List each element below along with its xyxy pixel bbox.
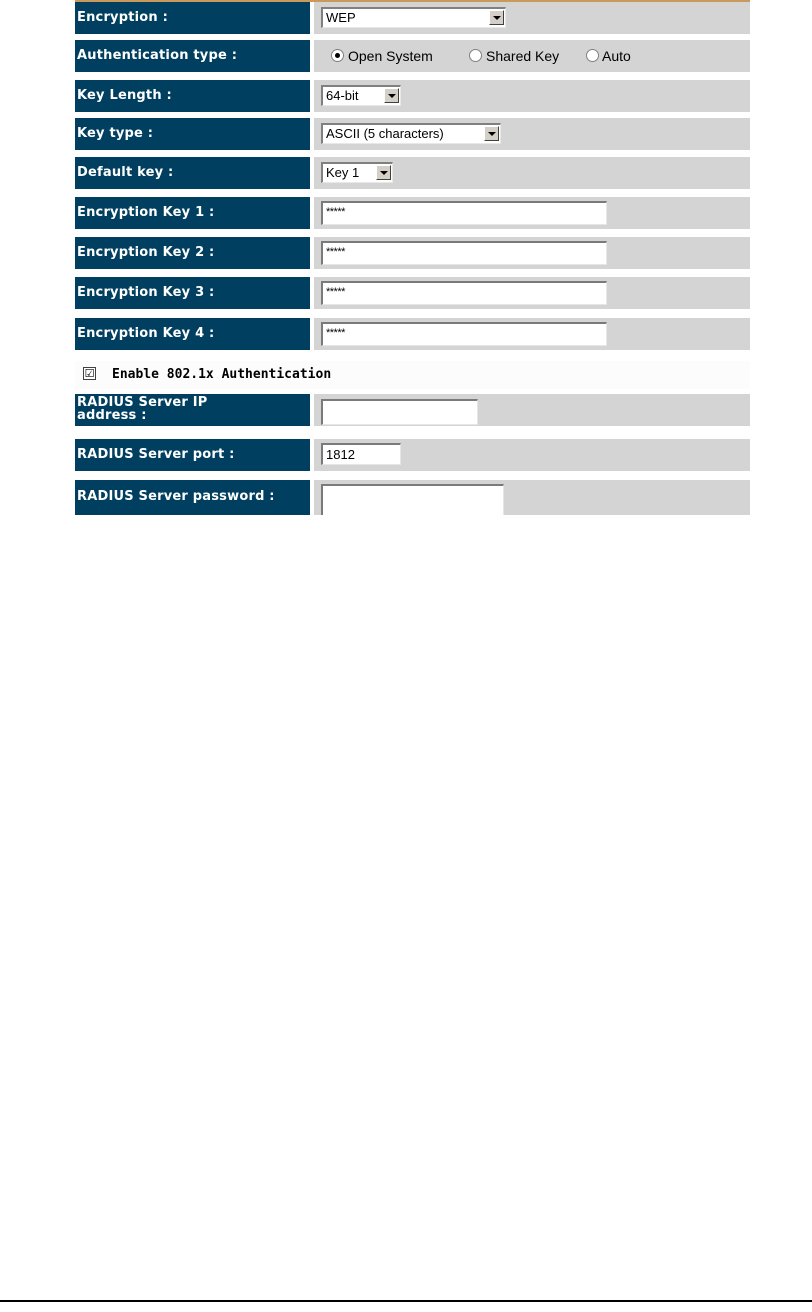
chevron-down-icon bbox=[484, 126, 499, 141]
radius-password-input[interactable] bbox=[321, 484, 504, 515]
radius-port-value: 1812 bbox=[326, 447, 355, 462]
encryption-key-4-row bbox=[75, 318, 750, 350]
default-key-selected: Key 1 bbox=[326, 165, 360, 180]
key-length-value-cell bbox=[314, 80, 750, 112]
auth-type-radio-group bbox=[314, 40, 750, 72]
default-key-label: Default key : bbox=[75, 157, 310, 189]
encryption-key-4-value-cell bbox=[314, 318, 750, 350]
encryption-key-4-label: Encryption Key 4 : bbox=[75, 318, 310, 350]
default-key-value-cell bbox=[314, 157, 750, 189]
key-length-label: Key Length : bbox=[75, 80, 310, 112]
encryption-key-2-value: ***** bbox=[326, 246, 345, 258]
encryption-key-1-row bbox=[75, 197, 750, 229]
encryption-value-cell bbox=[314, 2, 750, 34]
page-bottom-rule bbox=[0, 1300, 812, 1302]
radius-password-row bbox=[75, 480, 750, 515]
radius-ip-row bbox=[75, 394, 750, 426]
radio-auto-label[interactable]: Auto bbox=[602, 48, 631, 64]
encryption-key-4-input[interactable] bbox=[321, 322, 607, 346]
enable-8021x-label[interactable]: Enable 802.1x Authentication bbox=[112, 367, 332, 382]
key-type-row bbox=[75, 118, 750, 150]
radius-password-value-cell bbox=[314, 480, 750, 515]
enable-8021x-checkbox[interactable]: ☑ bbox=[84, 367, 95, 380]
encryption-label: Encryption : bbox=[75, 2, 310, 34]
radio-shared-key[interactable] bbox=[469, 49, 482, 62]
radio-auto[interactable] bbox=[586, 49, 599, 62]
encryption-key-2-row bbox=[75, 237, 750, 269]
encryption-key-2-value-cell bbox=[314, 237, 750, 269]
encryption-key-4-value: ***** bbox=[326, 327, 345, 339]
encryption-selected: WEP bbox=[326, 10, 356, 25]
chevron-down-icon bbox=[376, 165, 391, 180]
encryption-key-3-value: ***** bbox=[326, 286, 345, 298]
encryption-key-1-input[interactable] bbox=[321, 201, 607, 225]
encryption-key-1-value: ***** bbox=[326, 206, 345, 218]
encryption-select[interactable] bbox=[321, 7, 506, 28]
radius-port-input[interactable] bbox=[321, 443, 401, 465]
default-key-row bbox=[75, 157, 750, 189]
chevron-down-icon bbox=[384, 88, 399, 103]
radius-password-label: RADIUS Server password : bbox=[75, 480, 310, 515]
auth-type-row bbox=[75, 40, 750, 72]
encryption-key-1-value-cell bbox=[314, 197, 750, 229]
radio-open-system[interactable] bbox=[331, 49, 344, 62]
enable-8021x-row bbox=[75, 361, 750, 389]
key-length-selected: 64-bit bbox=[326, 88, 359, 103]
radius-ip-label bbox=[75, 394, 310, 426]
encryption-key-3-row bbox=[75, 277, 750, 309]
radius-port-value-cell bbox=[314, 439, 750, 471]
encryption-key-3-value-cell bbox=[314, 277, 750, 309]
radius-port-label: RADIUS Server port : bbox=[75, 439, 310, 471]
radius-ip-label-line1: RADIUS Server IP bbox=[77, 395, 208, 410]
key-type-select[interactable] bbox=[321, 123, 501, 144]
key-type-selected: ASCII (5 characters) bbox=[326, 126, 444, 141]
key-length-row bbox=[75, 80, 750, 112]
radio-shared-key-label[interactable]: Shared Key bbox=[486, 48, 560, 64]
encryption-key-3-input[interactable] bbox=[321, 281, 607, 305]
encryption-row bbox=[75, 2, 750, 34]
chevron-down-icon bbox=[489, 10, 504, 25]
encryption-key-2-label: Encryption Key 2 : bbox=[75, 237, 310, 269]
auth-type-label: Authentication type : bbox=[75, 40, 310, 72]
key-type-label: Key type : bbox=[75, 118, 310, 150]
key-type-value-cell bbox=[314, 118, 750, 150]
radius-port-row bbox=[75, 439, 750, 471]
radius-ip-input[interactable] bbox=[321, 399, 478, 425]
radius-ip-label-line2: address : bbox=[77, 408, 147, 423]
encryption-key-1-label: Encryption Key 1 : bbox=[75, 197, 310, 229]
key-length-select[interactable] bbox=[321, 85, 401, 106]
encryption-key-2-input[interactable] bbox=[321, 241, 607, 265]
radio-open-system-label[interactable]: Open System bbox=[348, 48, 433, 64]
radius-ip-value-cell bbox=[314, 394, 750, 426]
encryption-key-3-label: Encryption Key 3 : bbox=[75, 277, 310, 309]
default-key-select[interactable] bbox=[321, 162, 393, 183]
auth-type-value-cell bbox=[314, 40, 750, 72]
